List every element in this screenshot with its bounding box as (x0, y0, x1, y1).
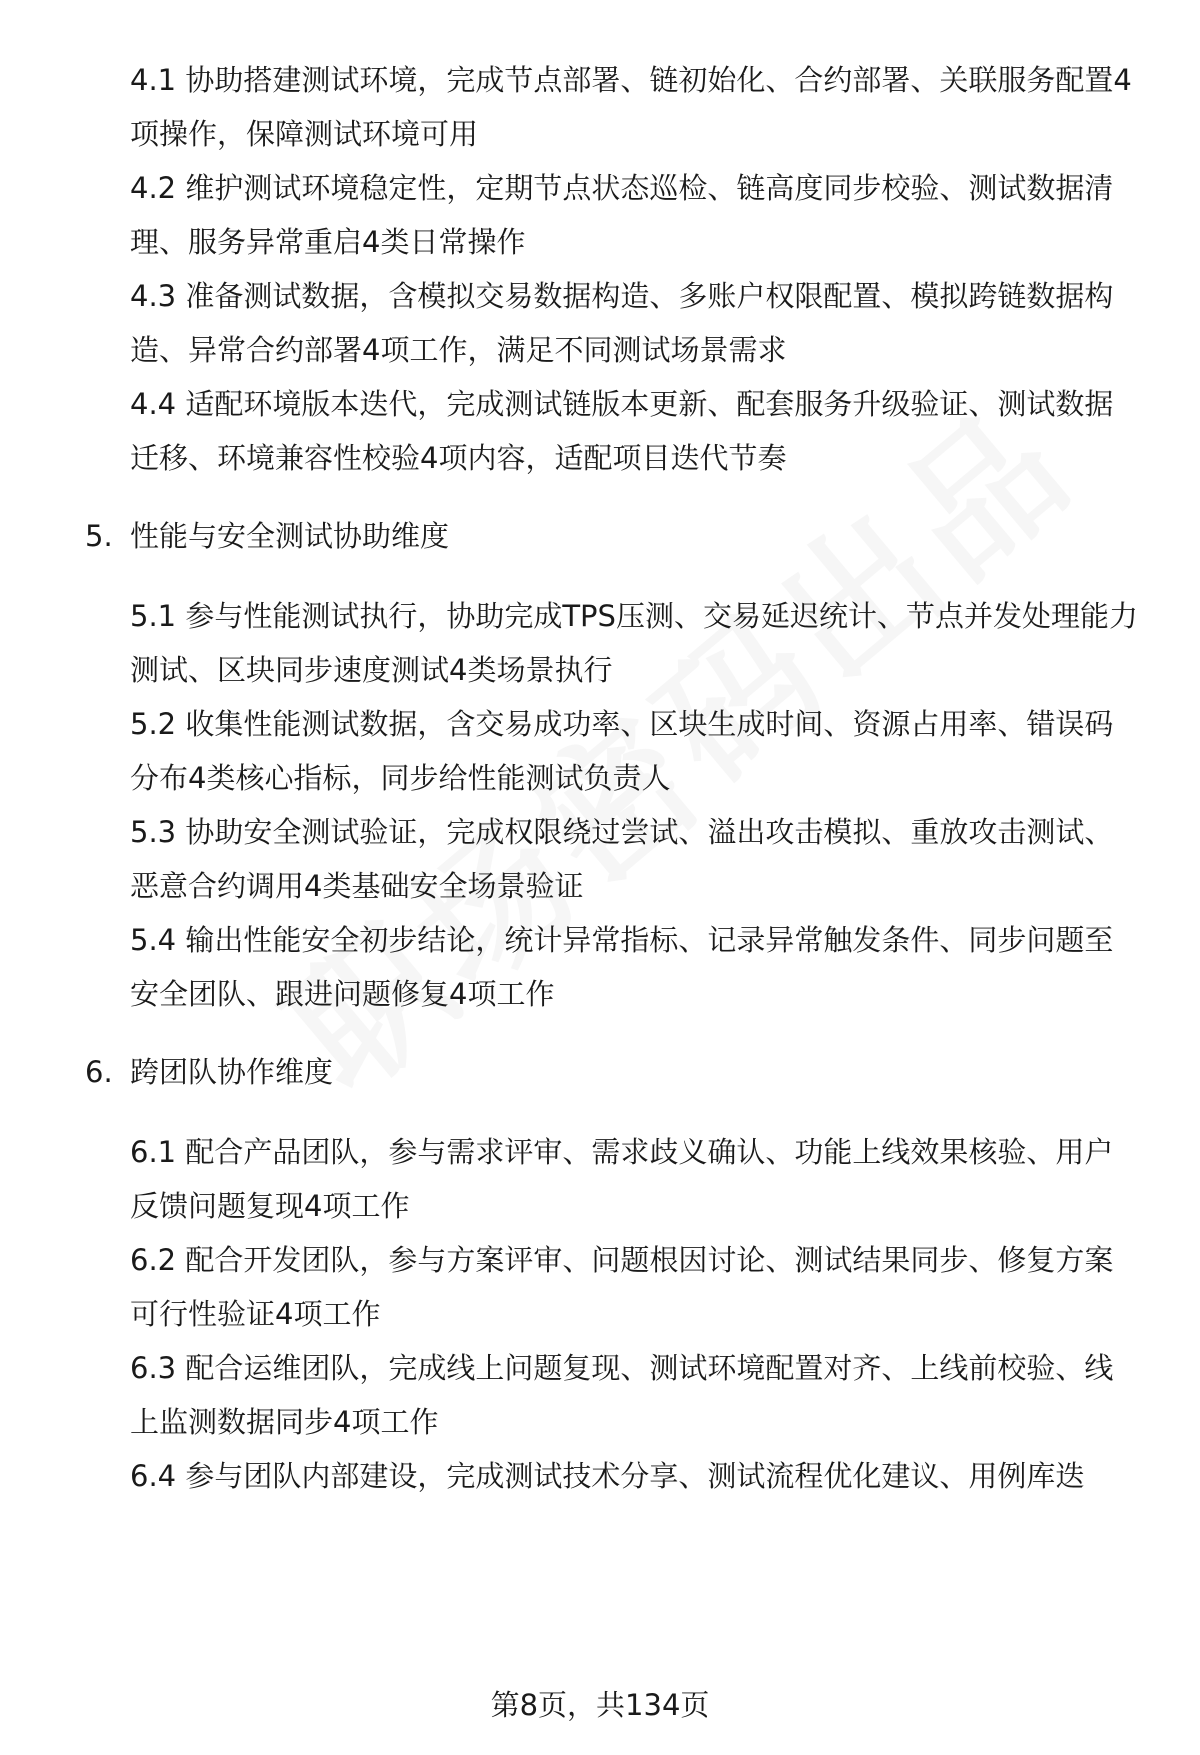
section-number: 5. (85, 519, 113, 553)
item-6-3-line-2: 上监测数据同步4项工作 (130, 1405, 439, 1439)
section-title: 性能与安全测试协助维度 (130, 519, 450, 553)
item-5-4-line-1: 5.4 输出性能安全初步结论，统计异常指标、记录异常触发条件、同步问题至 (130, 923, 1114, 957)
item-4-3-line-2: 造、异常合约部署4项工作，满足不同测试场景需求 (130, 333, 787, 367)
item-6-1-line-1: 6.1 配合产品团队，参与需求评审、需求歧义确认、功能上线效果核验、用户 (130, 1135, 1114, 1169)
item-4-3-line-1: 4.3 准备测试数据，含模拟交易数据构造、多账户权限配置、模拟跨链数据构 (130, 279, 1114, 313)
item-6-2-line-2: 可行性验证4项工作 (130, 1297, 381, 1331)
item-5-4-line-2: 安全团队、跟进问题修复4项工作 (130, 977, 555, 1011)
item-6-2-line-1: 6.2 配合开发团队，参与方案评审、问题根因讨论、测试结果同步、修复方案 (130, 1243, 1114, 1277)
item-4-2-line-1: 4.2 维护测试环境稳定性，定期节点状态巡检、链高度同步校验、测试数据清 (130, 171, 1114, 205)
item-5-1-line-2: 测试、区块同步速度测试4类场景执行 (130, 653, 613, 687)
section-heading-5 (85, 516, 449, 556)
item-4-1-line-2: 项操作，保障测试环境可用 (130, 117, 479, 151)
item-5-3-line-1: 5.3 协助安全测试验证，完成权限绕过尝试、溢出攻击模拟、重放攻击测试、 (130, 815, 1114, 849)
section-title: 跨团队协作维度 (130, 1055, 334, 1089)
item-6-3-line-1: 6.3 配合运维团队，完成线上问题复现、测试环境配置对齐、上线前校验、线 (130, 1351, 1114, 1385)
item-5-1-line-1: 5.1 参与性能测试执行，协助完成TPS压测、交易延迟统计、节点并发处理能力 (130, 599, 1138, 633)
item-5-2-line-2: 分布4类核心指标，同步给性能测试负责人 (130, 761, 671, 795)
item-5-3-line-2: 恶意合约调用4类基础安全场景验证 (130, 869, 584, 903)
item-5-2-line-1: 5.2 收集性能测试数据，含交易成功率、区块生成时间、资源占用率、错误码 (130, 707, 1114, 741)
section-number: 6. (85, 1055, 113, 1089)
item-4-4-line-2: 迁移、环境兼容性校验4项内容，适配项目迭代节奏 (130, 441, 787, 475)
item-6-4-line-1: 6.4 参与团队内部建设，完成测试技术分享、测试流程优化建议、用例库迭 (130, 1459, 1085, 1493)
item-4-2-line-2: 理、服务异常重启4类日常操作 (130, 225, 526, 259)
item-4-4-line-1: 4.4 适配环境版本迭代，完成测试链版本更新、配套服务升级验证、测试数据 (130, 387, 1114, 421)
item-6-1-line-2: 反馈问题复现4项工作 (130, 1189, 410, 1223)
item-4-1-line-1: 4.1 协助搭建测试环境，完成节点部署、链初始化、合约部署、关联服务配置4 (130, 63, 1132, 97)
page-footer: 第8页，共134页 (490, 1688, 710, 1722)
section-heading-6 (85, 1052, 333, 1092)
